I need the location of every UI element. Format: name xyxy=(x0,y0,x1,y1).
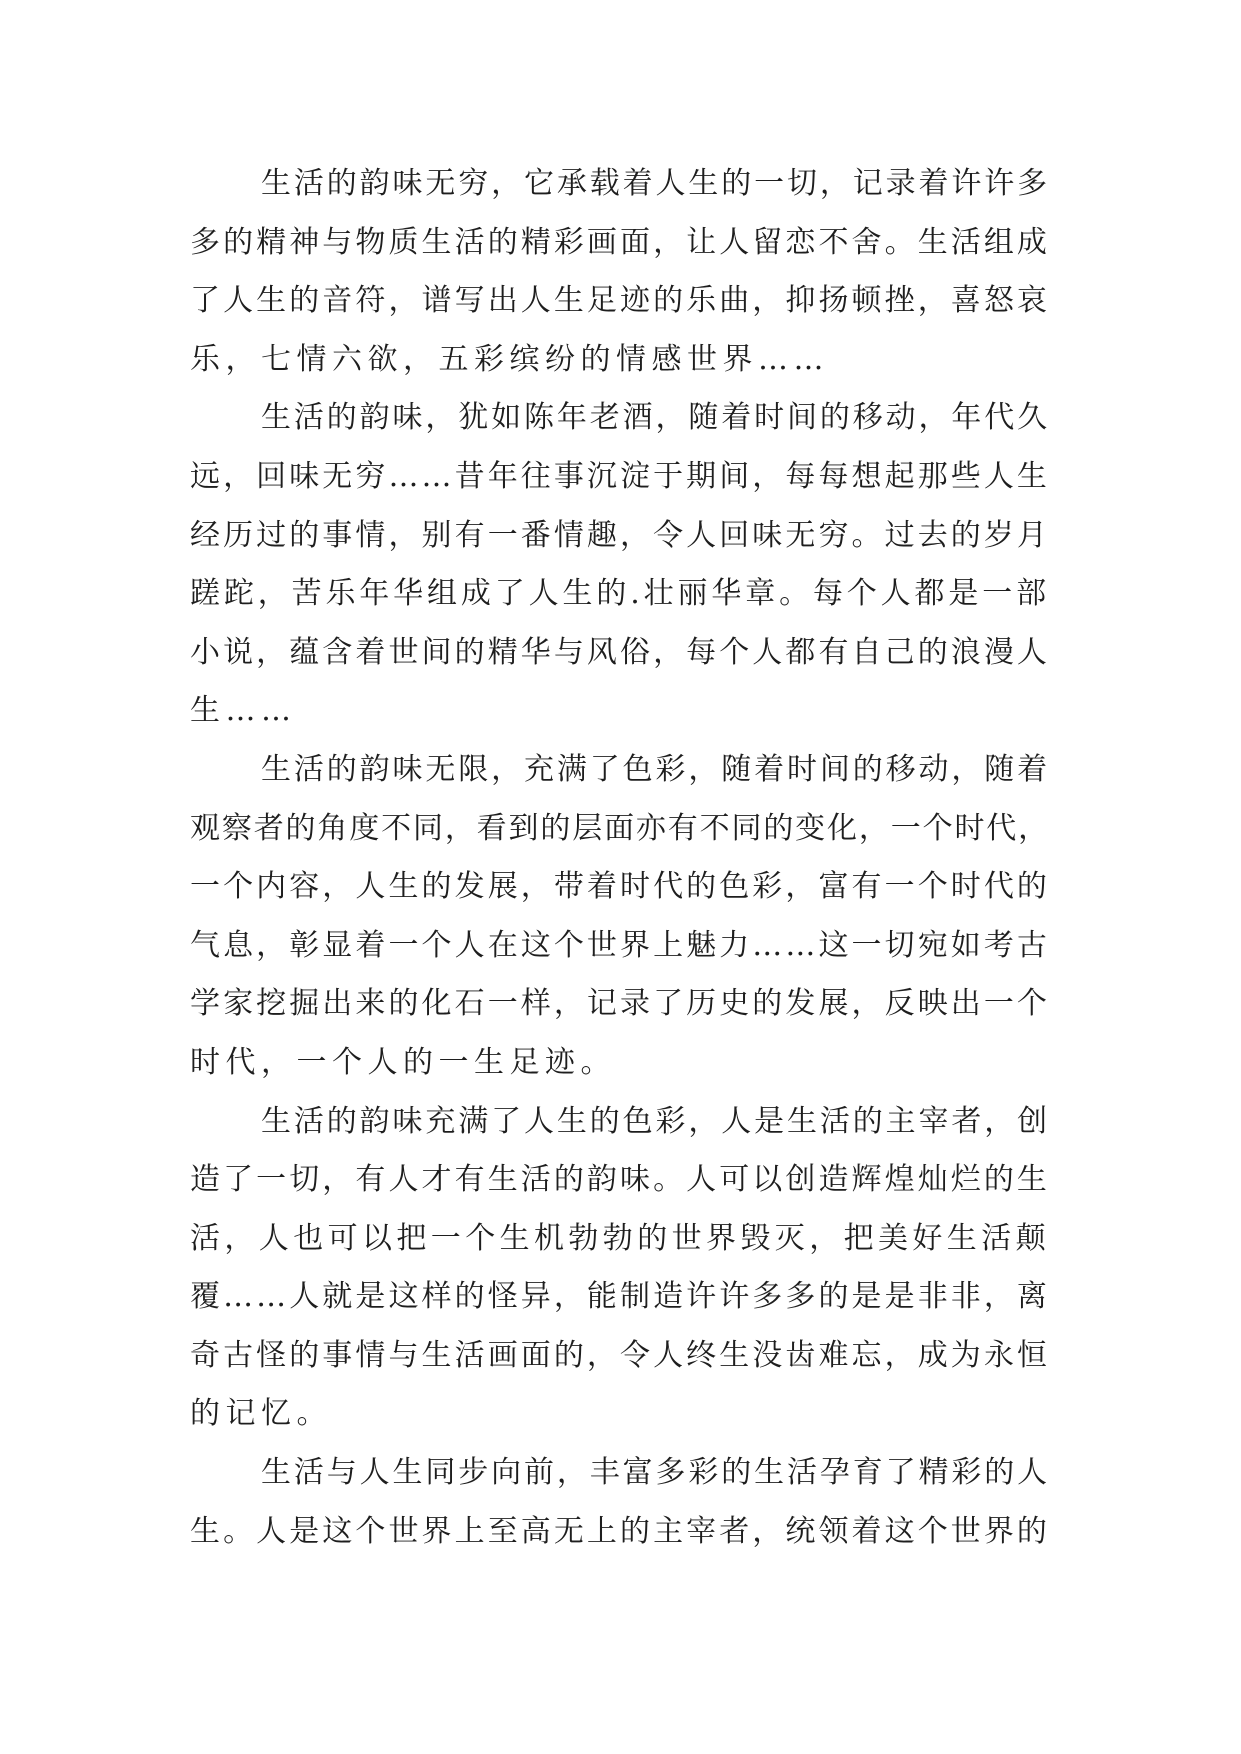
text-line: 远，回味无穷……昔年往事沉淀于期间，每每想起那些人生 xyxy=(190,458,1050,494)
text-line: 学家挖掘出来的化石一样，记录了历史的发展，反映出一个 xyxy=(190,986,1050,1022)
paragraph-1 xyxy=(190,155,1050,389)
text-line: 小说，蕴含着世间的精华与风俗，每个人都有自己的浪漫人 xyxy=(190,634,1050,670)
text-line: 生活的韵味充满了人生的色彩，人是生活的主宰者，创 xyxy=(261,1103,1050,1139)
text-line: 生活的韵味无穷，它承载着人生的一切，记录着许许多 xyxy=(261,166,1050,201)
text-line: 活，人也可以把一个生机勃勃的世界毁灭，把美好生活颠 xyxy=(190,1220,1050,1256)
text-line: 覆……人就是这样的怪异，能制造许许多多的是是非非，离 xyxy=(190,1279,1050,1315)
text-line: 生活与人生同步向前，丰富多彩的生活孕育了精彩的人 xyxy=(261,1455,1050,1491)
text-line: 生…… xyxy=(190,693,297,729)
text-line: 奇古怪的事情与生活画面的，令人终生没齿难忘，成为永恒 xyxy=(190,1337,1050,1373)
text-line: 经历过的事情，别有一番情趣，令人回味无穷。过去的岁月 xyxy=(190,517,1050,553)
paragraph-2 xyxy=(190,389,1050,741)
text-line: 生。人是这个世界上至高无上的主宰者，统领着这个世界的 xyxy=(190,1513,1050,1549)
text-line: 蹉跎，苦乐年华组成了人生的.壮丽华章。每个人都是一部 xyxy=(190,576,1050,612)
text-line: 多的精神与物质生活的精彩画面，让人留恋不舍。生活组成 xyxy=(190,224,1050,260)
text-line: 了人生的音符，谱写出人生足迹的乐曲，抑扬顿挫，喜怒哀 xyxy=(190,283,1050,319)
text-line: 时代，一个人的一生足迹。 xyxy=(190,1044,616,1080)
paragraph-3 xyxy=(190,741,1050,1093)
text-line: 造了一切，有人才有生活的韵味。人可以创造辉煌灿烂的生 xyxy=(190,1162,1050,1198)
text-line: 一个内容，人生的发展，带着时代的色彩，富有一个时代的 xyxy=(190,869,1050,905)
text-line: 气息，彰显着一个人在这个世界上魅力……这一切宛如考古 xyxy=(190,927,1050,963)
text-line: 生活的韵味，犹如陈年老酒，随着时间的移动，年代久 xyxy=(261,400,1050,436)
paragraph-4 xyxy=(190,1093,1050,1445)
text-line: 乐，七情六欲，五彩缤纷的情感世界…… xyxy=(190,341,829,377)
paragraph-5 xyxy=(190,1444,1050,1561)
text-line: 的记忆。 xyxy=(190,1396,332,1432)
text-line: 观察者的角度不同，看到的层面亦有不同的变化，一个时代， xyxy=(190,810,1050,846)
document-page xyxy=(190,155,1050,1561)
text-line: 生活的韵味无限，充满了色彩，随着时间的移动，随着 xyxy=(261,751,1050,787)
